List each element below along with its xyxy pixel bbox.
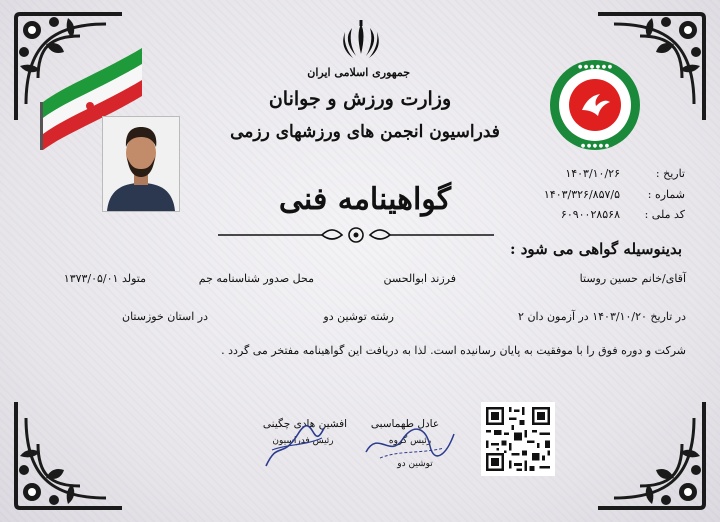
certification-intro: بدینوسیله گواهی می شود : [509, 240, 682, 258]
signature-mark [360, 422, 460, 464]
date-value: ۱۴۰۳/۱۰/۲۶ [565, 167, 620, 180]
date-label: تاریخ : [655, 167, 685, 180]
holder-name: آقای/خانم حسین روستا [579, 272, 686, 285]
svg-text:● ● ● ● ●: ● ● ● ● ● [580, 143, 610, 149]
ministry-heading: وزارت ورزش و جوانان [268, 88, 452, 110]
national-id-label: کد ملی : [644, 208, 685, 221]
corner-ornament-bottom-right [592, 396, 710, 514]
birth-date: متولد ۱۳۷۳/۰۵/۰۱ [63, 272, 146, 285]
signature-subtitle: توشین دو [397, 459, 433, 469]
province: در استان خوزستان [122, 310, 208, 323]
corner-ornament-bottom-left [10, 396, 128, 514]
signature-name: عادل طهماسبی [370, 418, 440, 430]
signature-title: رئیس گروه [388, 436, 432, 446]
government-heading: جمهوری اسلامی ایران [307, 66, 410, 79]
father-name: فرزند ابوالحسن [383, 272, 456, 285]
discipline: رشته توشین دو [323, 310, 394, 323]
number-value: ۱۴۰۳/۳۲۶/۸۵۷/۵ [543, 188, 620, 201]
signature-mark [252, 420, 342, 470]
signature-name: افشین هادی چگینی [262, 418, 348, 430]
federation-logo-icon [548, 58, 642, 152]
holder-photo [102, 116, 180, 212]
federation-heading: فدراسیون انجمن های ورزشهای رزمی [230, 122, 500, 142]
number-label: شماره : [647, 188, 685, 201]
closing-statement: شرکت و دوره فوق را با موفقیت به پایان رسانیده است. لذا به دریافت این گواهینامه مفتخر می گردد . [221, 344, 686, 357]
exam-date: در تاریخ ۱۴۰۳/۱۰/۲۰ در آزمون دان ۲ [518, 310, 686, 323]
svg-text:● ● ● ● ● ●: ● ● ● ● ● ● [577, 64, 613, 70]
certificate-title: گواهینامه فنی [278, 182, 452, 217]
qr-code [481, 402, 555, 476]
issue-place: محل صدور شناسنامه جم [198, 272, 314, 285]
signature-title: رئیس فدراسیون [272, 436, 334, 446]
national-id-value: ۶۰۹۰۰۲۸۵۶۸ [560, 208, 620, 221]
iran-emblem-icon [340, 20, 382, 64]
